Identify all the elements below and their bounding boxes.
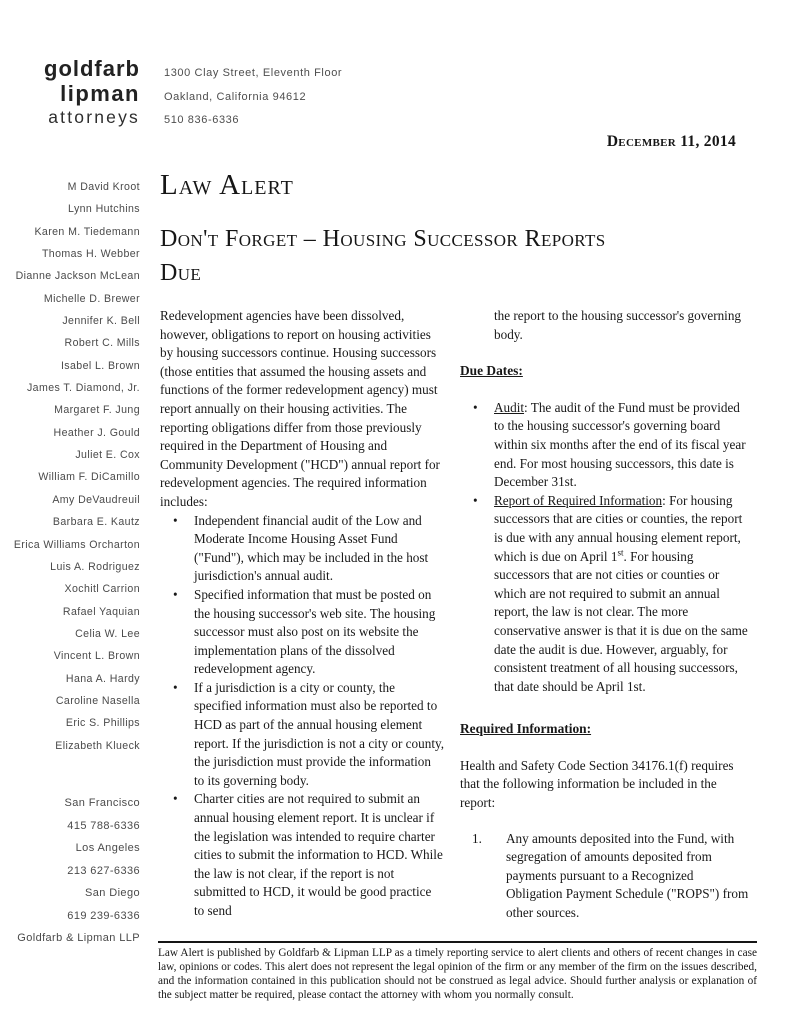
left-column [160, 307, 444, 923]
attorney-name: M David Kroot [67, 181, 140, 193]
page-subtitle-line2: Due [160, 260, 202, 286]
attorney-name: Dianne Jackson McLean [15, 270, 140, 283]
firm-name: Goldfarb & Lipman LLP [17, 932, 140, 944]
page-title: Law Alert [160, 169, 294, 201]
bullet-body: : For housing successors that are cities or counties, the report is due with any annual housing element report, which is due on April 1 [494, 492, 743, 564]
bullet-item: • Specified information that must be posted on the housing successor's web site. The housing successor must also post on its website the implementation plans of the dissolved redevelopment agency. [173, 586, 444, 679]
attorney-name: Thomas H. Webber [41, 248, 140, 261]
attorney-name: Barbara E. Kautz [52, 516, 140, 529]
page-subtitle-line1: Don't Forget – Housing Successor Reports [160, 226, 606, 252]
address-phone: 510 836-6336 [164, 114, 240, 126]
attorney-name: Hana A. Hardy [65, 672, 140, 685]
firm-address-block [164, 62, 342, 133]
attorney-name: Amy DeVaudreuil [52, 493, 140, 506]
attorney-name: James T. Diamond, Jr. [26, 382, 140, 395]
bullet-body: . For housing successors that are not cities or counties or which are not required to submit an annual report, the law is not clear. The more conservative answer is that it is due on the same date the audit is due. However, arguably, for consistent treatment of all housing successors, that date should be April 1st. [494, 548, 748, 694]
footer-divider [158, 941, 757, 943]
item-number: 1. [472, 830, 482, 846]
logo-word-attorneys: attorneys [48, 107, 140, 127]
bullet-item: • Charter cities are not required to submit an annual housing element report. It is unclear if the legislation was intended to require charter cities to submit the information to HCD. While the law is not clear, if the report is not submitted to HCD, it would be good practice to send [173, 790, 444, 920]
office-city: San Francisco [64, 797, 140, 809]
attorney-name: Michelle D. Brewer [43, 292, 140, 305]
attorney-name: Margaret F. Jung [54, 404, 140, 417]
attorney-name: Caroline Nasella [55, 694, 140, 707]
attorney-name: Juliet E. Cox [75, 449, 140, 462]
attorney-name: Heather J. Gould [53, 426, 140, 439]
due-dates-list [460, 399, 750, 697]
attorney-name: Vincent L. Brown [53, 650, 140, 663]
office-phone: 213 627-6336 [67, 864, 140, 877]
required-info-heading: Required Information: [460, 721, 592, 737]
attorney-list [0, 176, 140, 757]
attorney-name: Xochitl Carrion [64, 583, 140, 596]
continuation-paragraph: the report to the housing successor's governing body. [494, 308, 742, 342]
office-phone: 415 788-6336 [67, 819, 140, 832]
attorney-name: Elizabeth Klueck [55, 739, 140, 752]
attorney-name: Luis A. Rodriguez [50, 560, 140, 573]
bullet-body: : The audit of the Fund must be provided to the housing successor's governing board within six months after the end of its fiscal year end. For most housing successors, this date is December 31st. [494, 399, 746, 490]
intro-paragraph: Redevelopment agencies have been dissolved, however, obligations to report on housing activities by housing successors continue. Housing successors (those entities that assumed the housing assets and functions of the former redevelopment agency) must report annually on their housing activities. The reporting obligations differ from those previously required in the Department of Housing and Community Development ("HCD") annual report for redevelopment agencies. The required information includes: [160, 308, 440, 509]
due-dates-heading: Due Dates: [460, 363, 523, 379]
footer [158, 941, 757, 1003]
attorney-name: Isabel L. Brown [60, 359, 140, 372]
page-subtitle [160, 222, 750, 290]
attorney-name: Lynn Hutchins [68, 203, 140, 216]
attorney-name: Rafael Yaquian [62, 605, 140, 618]
required-info-intro: Health and Safety Code Section 34176.1(f) requires that the following information be included in the report: [460, 757, 734, 811]
address-street: 1300 Clay Street, Eleventh Floor [164, 67, 343, 79]
office-phone: 619 239-6336 [67, 909, 140, 922]
footer-disclaimer: Law Alert is published by Goldfarb & Lipman LLP as a timely reporting service to alert clients and others of recent changes in case law, opinions or codes. This alert does not represent the legal opinion of the firm or any member of the firm on the issues described, and the information contained in this publication should not be construed as legal advice. Should further analysis or explanation of the subject matter be required, please contact the attorney with whom you normally consult. [158, 947, 757, 1001]
due-date-item-audit [473, 399, 750, 492]
office-list [0, 792, 140, 950]
address-city: Oakland, California 94612 [164, 90, 307, 103]
office-city: Los Angeles [75, 842, 140, 854]
bullet-lead: Audit [494, 399, 525, 415]
attorney-name: Karen M. Tiedemann [34, 225, 140, 238]
attorney-name: Robert C. Mills [64, 337, 140, 350]
bullet-item: • Independent financial audit of the Low and Moderate Income Housing Asset Fund ("Fund"), which may be included in the host jurisdiction's annual audit. [173, 512, 444, 586]
requirements-bullet-list [160, 512, 444, 921]
firm-logo [44, 58, 140, 127]
attorney-name: Erica Williams Orcharton [13, 538, 140, 551]
ordinal-superscript: st [617, 547, 624, 558]
article [160, 168, 750, 923]
bullet-lead: Report of Required Information [494, 492, 663, 508]
right-column [460, 307, 750, 923]
logo-word-goldfarb: goldfarb [44, 56, 140, 81]
bullet-item: • If a jurisdiction is a city or county, the specified information must also be reported to HCD as part of the annual housing element report. If the jurisdiction is not a city or county, the jurisdiction must provide the information to its governing body. [173, 679, 444, 791]
due-date-item-report [473, 492, 750, 697]
attorney-name: Jennifer K. Bell [62, 315, 140, 328]
logo-word-lipman: lipman [60, 81, 140, 106]
item-text: Any amounts deposited into the Fund, with segregation of amounts deposited from payments pursuant to a Recognized Obligation Payment Schedule ("ROPS") from other sources. [506, 830, 749, 921]
numbered-item-1 [460, 830, 750, 923]
document-date: December 11, 2014 [606, 133, 736, 150]
attorney-name: Eric S. Phillips [65, 717, 140, 730]
attorney-name: Celia W. Lee [75, 627, 140, 640]
attorney-name: William F. DiCamillo [38, 471, 140, 484]
article-columns [160, 307, 750, 923]
office-city: San Diego [85, 887, 140, 899]
